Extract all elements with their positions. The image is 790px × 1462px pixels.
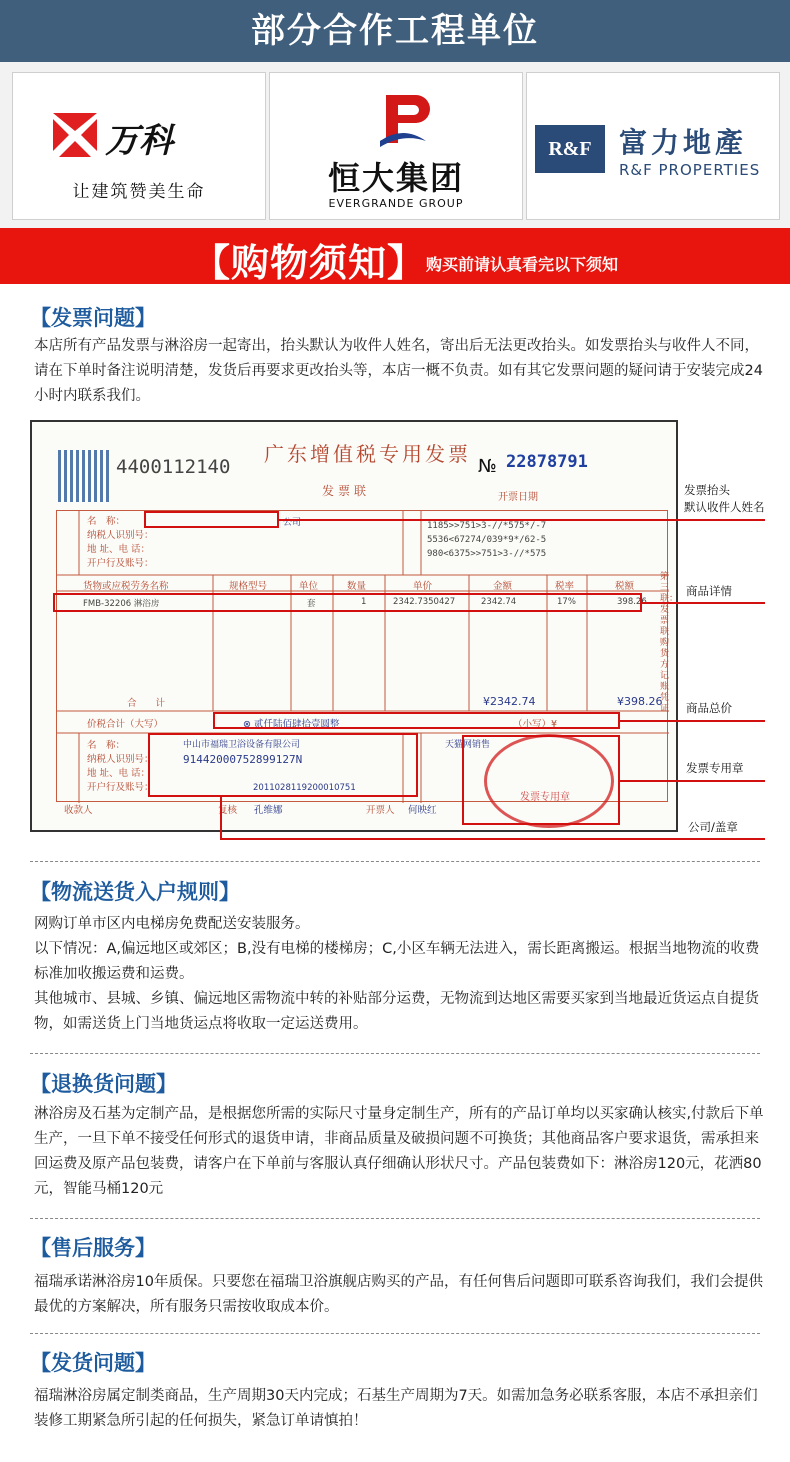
leader-title <box>279 519 765 521</box>
item-name: FMB-32206 淋浴房 <box>83 599 160 609</box>
payee-label: 收款人 <box>64 805 93 816</box>
logistics-section-title: 【物流送货入户规则】 <box>30 880 240 904</box>
partners-banner: 部分合作工程单位 <box>0 0 790 62</box>
leader-company <box>220 838 765 840</box>
seller-label-taxid: 纳税人识别号： <box>87 754 154 765</box>
aftersales-section-title: 【售后服务】 <box>30 1236 156 1260</box>
sum-tax: ¥398.26 <box>617 695 663 708</box>
invoice-qr-code <box>58 450 110 502</box>
total-text: ⊗ 贰仟陆佰肆拾壹圆整 <box>243 719 340 730</box>
partner-logos <box>0 62 790 228</box>
highlight-item-row <box>53 593 642 612</box>
divider-3 <box>30 1218 760 1219</box>
vanke-logo-icon <box>53 113 97 157</box>
invoice-code: 4400112140 <box>116 456 231 478</box>
returns-section-title: 【退换货问题】 <box>30 1072 177 1096</box>
notice-subtitle: 购买前请认真看完以下须知 <box>426 255 619 274</box>
shipping-section-title: 【发货问题】 <box>30 1351 156 1375</box>
logistics-line-3: 其他城市、县城、乡镇、偏远地区需物流中转的补贴部分运费，无物流到达地区需要买家到当地最近货运点自提货物，如需送货上门当地货运点将收取一定运送费用。 <box>34 991 759 1032</box>
leader-item <box>642 602 765 604</box>
shopping-notice-bar <box>0 228 790 284</box>
vanke-logo-card <box>12 72 266 220</box>
buyer-label-taxid: 纳税人识别号： <box>87 530 154 541</box>
rf-name-cn: 富力地產 <box>619 126 748 159</box>
seller-name: 中山市福瑞卫浴设备有限公司 <box>183 740 301 750</box>
logistics-line-1: 网购订单市区内电梯房免费配送安装服务。 <box>34 916 310 932</box>
col-qty: 数量 <box>347 581 367 592</box>
total-small: （小写）¥ <box>513 719 558 730</box>
buyer-name-value: 公司 <box>283 518 302 528</box>
seal-text: 发票专用章 <box>520 792 570 803</box>
col-rate: 税率 <box>555 581 575 592</box>
callout-title-2: 默认收件人姓名 <box>684 500 765 514</box>
total-label: 价税合计（大写） <box>87 719 164 730</box>
drawer-label: 开票人 <box>366 805 395 816</box>
col-amount: 金额 <box>493 581 513 592</box>
divider-1 <box>30 861 760 862</box>
item-qty: 1 <box>361 597 367 607</box>
drawer-name: 何映红 <box>408 805 437 816</box>
buyer-label-bank: 开户行及账号： <box>87 558 154 569</box>
returns-section-body: 淋浴房及石基为定制产品，是根据您所需的实际尺寸量身定制生产，所有的产品订单均以买家确认核实,付款后下单生产，一旦下单不接受任何形式的退货申请，非商品质量及破损问题不可换货；其他商品客户要求退货，需承担来回运费及原产品包装费，请客户在下单前与客服认真仔细确认形状尺寸。产品包装费如下：淋浴房120元，花洒80元，智能马桶120元 <box>34 1106 764 1197</box>
item-rate: 17% <box>557 597 576 607</box>
buyer-label-name: 名 称： <box>87 516 126 527</box>
divider-4 <box>30 1333 760 1334</box>
callout-seal: 发票专用章 <box>686 761 744 775</box>
sum-label: 合 计 <box>127 698 166 709</box>
col-tax: 税额 <box>615 581 635 592</box>
col-price: 单价 <box>413 581 433 592</box>
invoice-side-note: 第三联：发票联 购货方记账凭证 <box>660 572 679 714</box>
item-unit: 套 <box>307 599 316 609</box>
invoice-number: 22878791 <box>506 452 588 472</box>
reviewer-label: 复核 <box>218 805 238 816</box>
reviewer-name: 孔维娜 <box>254 805 283 816</box>
sum-amount: ¥2342.74 <box>483 695 536 708</box>
shipping-section-body: 福瑞淋浴房属定制类商品，生产周期30天内完成；石基生产周期为7天。如需加急务必联系客服，本店不承担亲们装修工期紧急所引起的任何损失，紧急订单请慎拍！ <box>34 1388 758 1429</box>
seller-label-name: 名 称： <box>87 740 126 751</box>
col-unit: 单位 <box>299 581 319 592</box>
leader-total <box>620 720 765 722</box>
rf-logo-icon: R&F <box>535 125 605 173</box>
seller-side-note: 天猫网销售 <box>445 740 491 750</box>
invoice-copy-label: 发票联 <box>322 484 371 498</box>
highlight-total <box>213 712 620 729</box>
col-spec: 规格型号 <box>229 581 268 592</box>
leader-seal <box>620 780 765 782</box>
cipher-line-2: 5536<67274/039*9*/62-5 <box>427 535 547 545</box>
callout-company: 公司/盖章 <box>688 820 738 834</box>
invoice-number-prefix: № <box>478 456 497 477</box>
highlight-seal <box>462 735 620 825</box>
cipher-line-1: 1185>>751>3-//*575*/-7 <box>427 521 547 531</box>
highlight-buyer-name <box>144 511 279 528</box>
callout-total: 商品总价 <box>686 701 732 715</box>
callout-title: 发票抬头 <box>684 483 730 497</box>
seller-taxid: 91442000752899127N <box>183 753 303 766</box>
seller-label-address: 地 址、电 话： <box>87 768 151 779</box>
leader-company-vertical <box>220 797 222 839</box>
item-amount: 2342.74 <box>481 597 517 607</box>
buyer-label-address: 地 址、电 话： <box>87 544 151 555</box>
rf-name-en: R&F PROPERTIES <box>619 161 761 179</box>
evergrande-name: 恒大集团 <box>327 159 464 197</box>
invoice-section-body: 本店所有产品发票与淋浴房一起寄出，抬头默认为收件人姓名，寄出后无法更改抬头。如发票抬头与收件人不同，请在下单时备注说明清楚，发货后再要求更改抬头等，本店一概不负责。如有其它发票问题的疑问请于安装完成24小时内联系我们。 <box>34 338 763 404</box>
cipher-line-3: 980<6375>>751>3-//*575 <box>427 549 547 559</box>
divider-2 <box>30 1053 760 1054</box>
vanke-name: 万科 <box>105 121 173 161</box>
evergrande-logo-icon <box>376 91 430 153</box>
seller-label-bank: 开户行及账号： <box>87 782 154 793</box>
invoice-title: 广东增值税专用发票 <box>264 442 471 466</box>
rf-logo-card <box>526 72 780 220</box>
vanke-slogan: 让建筑赞美生命 <box>72 182 206 202</box>
col-goods: 货物或应税劳务名称 <box>83 581 169 592</box>
notice-title: 【购物须知】 <box>192 241 427 285</box>
item-price: 2342.7350427 <box>393 597 456 607</box>
logistics-line-2: 以下情况：A,偏远地区或郊区；B,没有电梯的楼梯房；C,小区车辆无法进入，需长距离搬运。根据当地物流的收费标准加收搬运费和运费。 <box>34 941 760 982</box>
evergrande-logo-card <box>269 72 523 220</box>
seller-bank: 2011028119200010751 <box>253 783 356 793</box>
evergrande-subtitle: EVERGRANDE GROUP <box>328 197 464 210</box>
invoice-date-label: 开票日期 <box>498 492 538 503</box>
invoice-section-title: 【发票问题】 <box>30 306 156 330</box>
item-tax: 398.26 <box>617 597 647 607</box>
highlight-seller <box>148 733 418 797</box>
aftersales-section-body: 福瑞承诺淋浴房10年质保。只要您在福瑞卫浴旗舰店购买的产品，有任何售后问题即可联系咨询我们，我们会提供最优的方案解决，所有服务只需按收取成本价。 <box>34 1274 763 1315</box>
callout-item: 商品详情 <box>686 584 732 598</box>
